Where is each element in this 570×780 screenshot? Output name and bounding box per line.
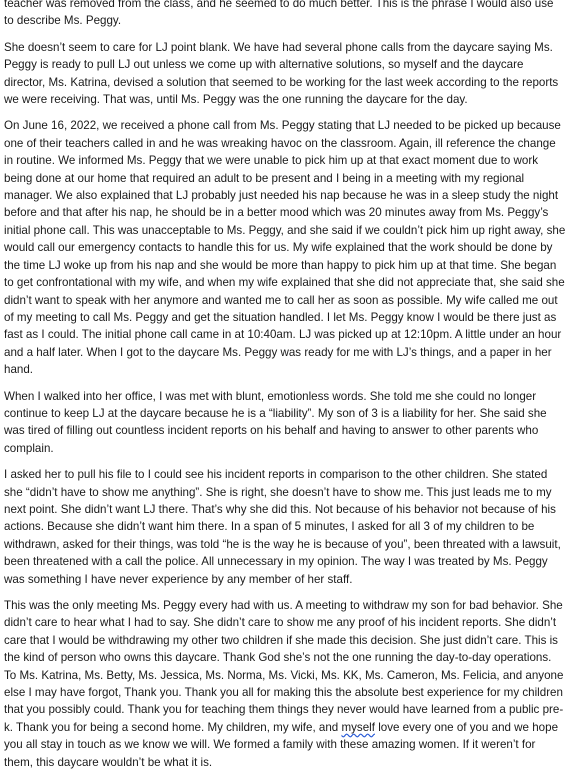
paragraph-6 (4, 597, 566, 771)
paragraph-6-tail: love every one of you and we hope you all stay in touch as we know we will. We formed a family with these amazing women. If it weren’t for them, this daycare wouldn’t be what it is. (4, 720, 559, 769)
paragraph-2: She doesn’t seem to care for LJ point blank. We have had several phone calls from the daycare saying Ms. Peggy is ready to pull LJ out unless we come up with alternative solutions, so myself and the daycare director, Ms. Katrina, devised a solution that seemed to be working for the last week according to the reports we were receiving. That was, until Ms. Peggy was the one running the daycare for the day. (4, 40, 559, 107)
paragraph-5: I asked her to pull his file to I could see his incident reports in comparison to the other children. She stated she “didn’t have to show me anything”. She is right, she doesn’t have to show me. This just leads me to my next point. She didn’t want LJ there. That’s why she did this. Not because of his behavior not because of his actions. Because she didn’t want him there. In a span of 5 minutes, I asked for all 3 of my children to be withdrawn, asked for their things, was told “he is the way he is because of you”, been threated with a lawsuit, been threatened with a call the police. All unnecessary in my opinion. The way I was treated by Ms. Peggy was something I have never experience by any member of her staff. (4, 468, 561, 586)
paragraph-3: On June 16, 2022, we received a phone call from Ms. Peggy stating that LJ needed to be picked up because one of their teachers called in and he was wreaking havoc on the classroom. Again, ill reference the change in routine. We informed Ms. Peggy that we were unable to pick him up at that exact moment due to work being done at our home that required an adult to be present and I being in a meeting with my regional manager. We also explained that LJ probably just needed his nap because he was in a sleep study the night before and that after his nap, he should be in a better mood which was 20 minutes away from Ms. Peggy’s initial phone call. This was unacceptable to Ms. Peggy, and she said if we couldn’t pick him up right away, she would call our emergency contacts to handle this for us. My wife explained that the work should be done by the time LJ woke up from his nap and she would be more than happy to pick him up at that time. She began to get confrontational with my wife, and when my wife explained that she did not appreciate that, she said she didn’t want to speak with her anymore and wanted me to call her as soon as possible. My wife called me out of my meeting to call Ms. Peggy and get the situation handled. I let Ms. Peggy know I would be there just as fast as I could. The initial phone call came in at 10:40am. LJ was picked up at 12:10pm. A little under an hour and a half later. When I got to the daycare Ms. Peggy was ready for me with LJ’s things, and a paper in her hand. (4, 119, 566, 377)
paragraph-4: When I walked into her office, I was met with blunt, emotionless words. She told me she could no longer continue to keep LJ at the daycare because he is a “liability”. My son of 3 is a liability for her. She said she was tired of filling out countless incident reports on his behalf and having to answer to other parents who complain. (4, 389, 547, 455)
paragraph-6-main: This was the only meeting Ms. Peggy every had with us. A meeting to withdraw my son for bad behavior. She didn’t care to hear what I had to say. She didn’t care to show me any proof of his incident reports. She didn’t care that I would be withdrawing my other two children if she made this decision. She just didn’t care. This is the kind of person who owns this daycare. Thank God she’s not the one running the day-to-day operations. To Ms. Katrina, Ms. Betty, Ms. Jessica, Ms. Norma, Ms. Vicki, Ms. KK, Ms. Cameron, Ms. Felicia, and anyone else I may have forgot, Thank you. Thank you all for making this the absolute best experience for my children that you possibly could. Thank you for teaching them things they never would have learned from a public pre-k. Thank you for being a second home. My children, my wife, and (4, 599, 564, 734)
document-page (4, 0, 566, 780)
paragraph-1: teacher was removed from the class, and he seemed to do much better. This is the phrase I would also use to describe Ms. Peggy. (4, 0, 554, 28)
spellcheck-flagged-word[interactable]: myself (341, 720, 375, 734)
